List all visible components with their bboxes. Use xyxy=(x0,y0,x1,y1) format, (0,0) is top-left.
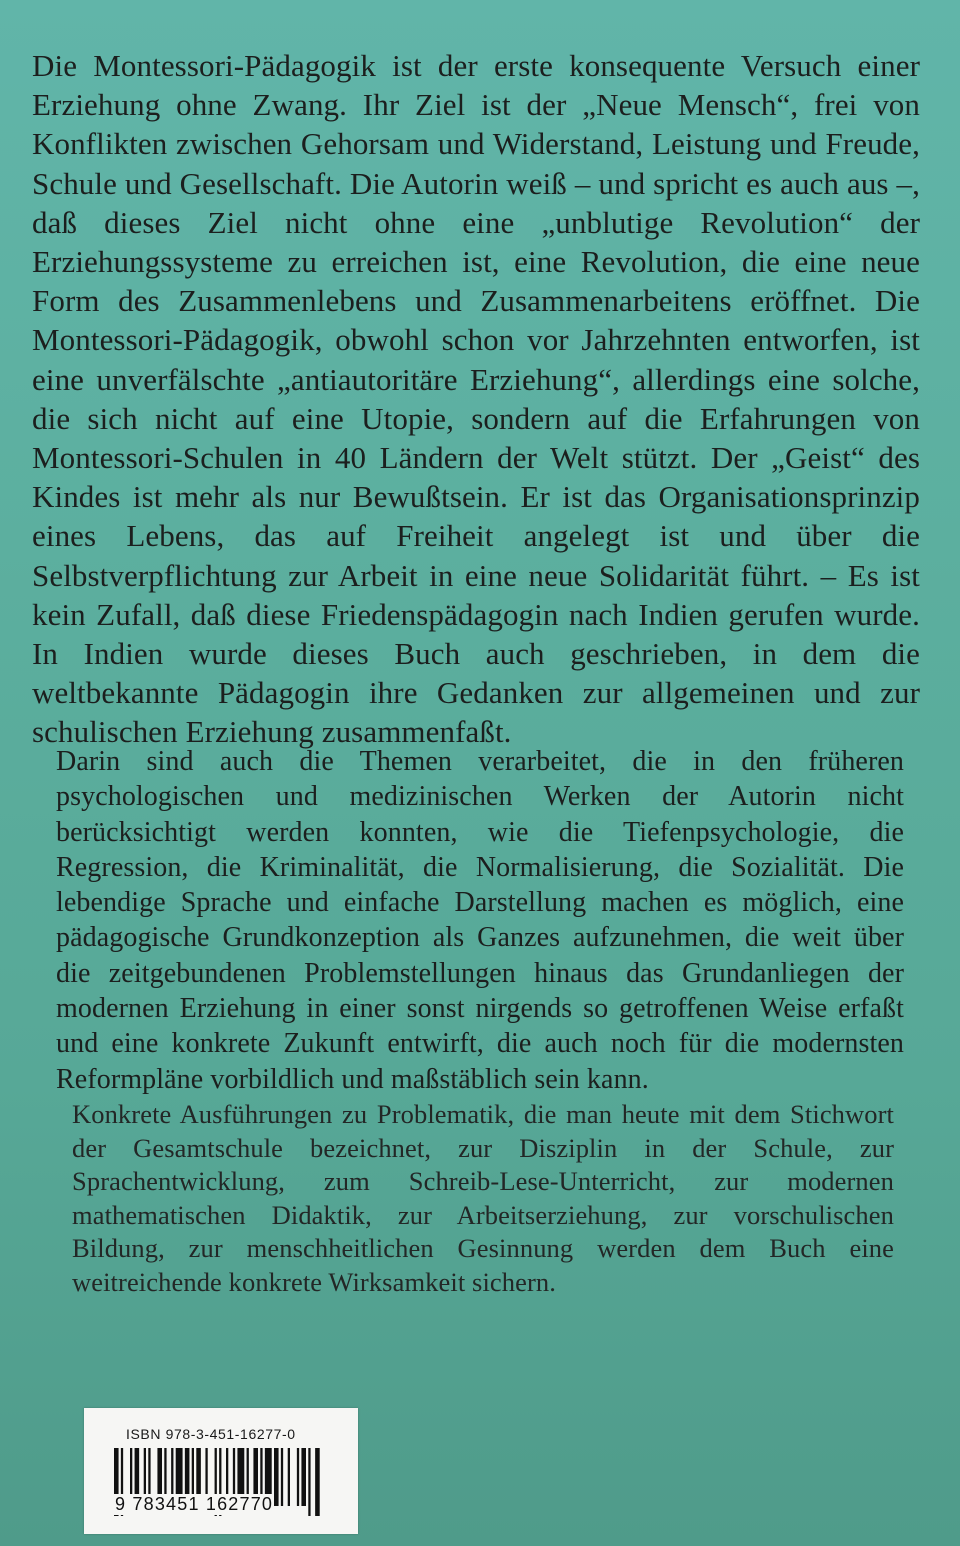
barcode-bar xyxy=(274,1448,279,1506)
blurb-text-2: Darin sind auch die Themen verarbeitet, die in den früheren psychologischen und medizinischen Werken der Autorin nicht berücksichtigt werden konnten, wie die Tiefenpsychologie, die Regression, die Kriminalität, die Normalisierung, die Sozialität. Die lebendige Sprache und einfache Darstellung machen es möglich, eine pädagogische Grundkonzeption als Ganzes aufzunehmen, die weit über die zeitgebundenen Problemstellungen hinaus das Grundanliegen der modernen Erziehung in einer sonst nirgends so getroffenen Weise erfaßt und eine konkrete Zukunft entwirft, die auch noch für die modernsten Reformpläne vorbildlich und maßstäblich sein kann. xyxy=(56,746,904,1095)
isbn-barcode-sticker xyxy=(84,1408,358,1534)
blurb-paragraph-2 xyxy=(56,744,904,1097)
blurb-text-1: Die Montessori-Pädagogik ist der erste konsequente Versuch einer Erziehung ohne Zwang. Ihr Ziel ist der „Neue Mensch“, frei von Konflikten zwischen Gehorsam und Widerstand, Leistung und Freude, Schule und Gesellschaft. Die Autorin weiß – und spricht es auch aus –, daß dieses Ziel nicht ohne eine „unblutige Revolution“ der Erziehungssysteme zu erreichen ist, eine Revolution, die eine neue Form des Zusammenlebens und Zusammenarbeitens eröffnet. Die Montessori-Pädagogik, obwohl schon vor Jahrzehnten entworfen, ist eine unverfälschte „antiautoritäre Erziehung“, allerdings eine solche, die sich nicht auf eine Utopie, sondern auf die Erfahrungen von Montessori-Schulen in 40 Ländern der Welt stützt. Der „Geist“ des Kindes ist mehr als nur Bewußtsein. Er ist das Organisationsprinzip eines Lebens, das auf Freiheit angelegt ist und über die Selbstverpflichtung zur Arbeit in eine neue Solidarität führt. – Es ist kein Zufall, daß diese Friedenspädagogin nach Indien gerufen wurde. In Indien wurde dieses Buch auch geschrieben, in dem die weltbekannte Pädagogin ihre Gedanken zur allgemeinen und zur schulischen Erziehung zusammenfaßt. xyxy=(32,48,920,750)
barcode-bar xyxy=(301,1448,306,1506)
blurb-paragraph-1 xyxy=(32,46,920,752)
blurb-paragraph-3 xyxy=(72,1098,894,1300)
barcode-bar xyxy=(315,1448,320,1516)
isbn-number: ISBN 978-3-451-16277-0 xyxy=(126,1426,296,1442)
barcode-bar xyxy=(297,1448,299,1506)
barcode-bar xyxy=(308,1448,310,1516)
barcode-bar xyxy=(281,1448,283,1506)
barcode-bar xyxy=(288,1448,290,1506)
blurb-text-3: Konkrete Ausführungen zu Problematik, die man heute mit dem Stichwort der Gesamtschule bezeichnet, zur Disziplin in der Schule, zur Sprachentwicklung, zum Schreib-Lese-Unterricht, zur modernen mathematischen Didaktik, zur Arbeitserziehung, zur vorschulischen Bildung, zur menschheitlichen Gesinnung werden dem Buch eine weitreichende konkrete Wirksamkeit sichern. xyxy=(72,1099,894,1297)
barcode-digits: 9 783451 162770 xyxy=(115,1494,274,1514)
